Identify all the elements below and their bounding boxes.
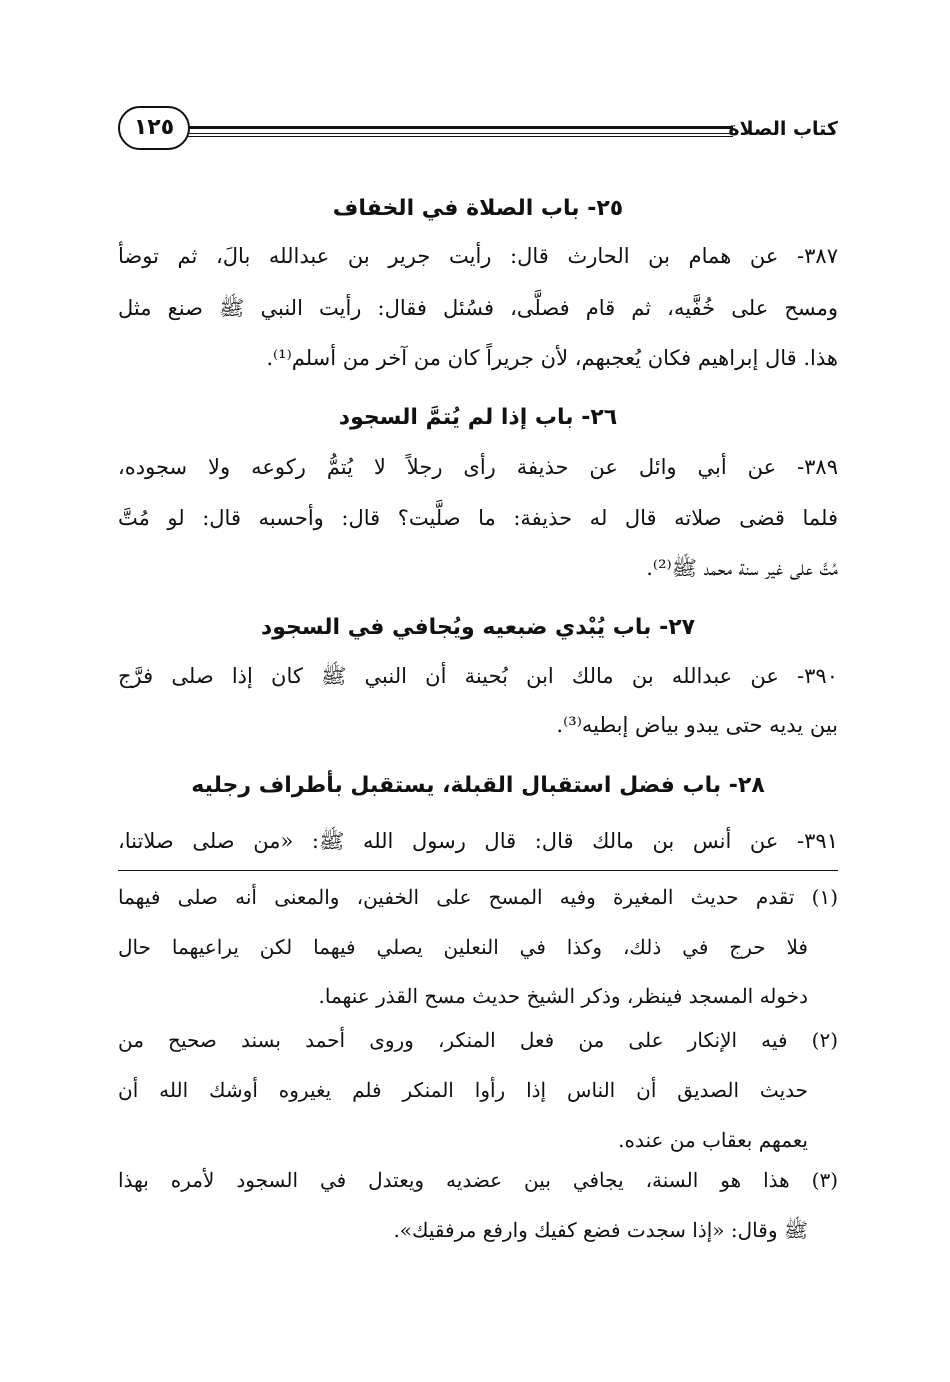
page-header xyxy=(118,106,838,156)
text-line: ٣٨٩- عن أبي وائل عن حذيفة رأى رجلاً لا يُتمُّ ركوعه ولا سجوده، xyxy=(118,455,838,479)
text-line: مُتَّ على غير سنة محمد ﷺ⁽²⁾. xyxy=(646,556,838,580)
chapter-heading: ٢٨- باب فضل استقبال القبلة، يستقبل بأطراف رجليه xyxy=(191,773,765,798)
header-rule xyxy=(188,126,733,134)
book-page xyxy=(118,88,838,1268)
text-line: فلما قضى صلاته قال له حذيفة: ما صلَّيت؟ قال: وأحسبه قال: لو مُتَّ xyxy=(118,506,838,530)
text-line: ٣٩١- عن أنس بن مالك قال: قال رسول الله ﷺ: «من صلى صلاتنا، xyxy=(118,829,838,853)
header-rule-thin xyxy=(188,136,733,137)
chapter-heading: ٢٥- باب الصلاة في الخفاف xyxy=(332,196,624,221)
footnote-separator xyxy=(118,870,838,871)
footnote-line: (١) تقدم حديث المغيرة وفيه المسح على الخفين، والمعنى أنه صلى فيهما xyxy=(118,885,838,909)
page-number: ١٢٥ xyxy=(118,106,190,150)
footnote-line: (٢) فيه الإنكار على من فعل المنكر، وروى أحمد بسند صحيح من xyxy=(118,1028,838,1052)
footnote-line: (٣) هذا هو السنة، يجافي بين عضديه ويعتدل في السجود لأمره بهذا xyxy=(118,1168,838,1192)
text-line: ومسح على خُفَّيه، ثم قام فصلَّى، فسُئل فقال: رأيت النبي ﷺ صنع مثل xyxy=(118,296,838,320)
footnote-line: يعمهم بعقاب من عنده. xyxy=(618,1128,808,1152)
text-line: ٣٩٠- عن عبدالله بن مالك ابن بُحينة أن النبي ﷺ كان إذا صلى فرَّج xyxy=(118,664,838,688)
footnote-line: دخوله المسجد فينظر، وذكر الشيخ حديث مسح القذر عنهما. xyxy=(318,984,808,1008)
chapter-heading: ٢٧- باب يُبْدي ضبعيه ويُجافي في السجود xyxy=(260,615,696,640)
footnote-line: حديث الصديق أن الناس إذا رأوا المنكر فلم يغيروه أوشك الله أن xyxy=(118,1078,808,1102)
text-line: بين يديه حتى يبدو بياض إبطيه⁽³⁾. xyxy=(556,713,838,737)
running-title: كتاب الصلاة xyxy=(728,118,838,140)
footnote-line: فلا حرج في ذلك، وكذا في النعلين يصلي فيهما لكن يراعيهما حال xyxy=(118,935,808,959)
text-line: هذا. قال إبراهيم فكان يُعجبهم، لأن جريراً كان من آخر من أسلم⁽¹⁾. xyxy=(266,346,838,370)
footnote-line: ﷺ وقال: «إذا سجدت فضع كفيك وارفع مرفقيك». xyxy=(393,1218,808,1242)
text-line: ٣٨٧- عن همام بن الحارث قال: رأيت جرير بن عبدالله بالَ، ثم توضأ xyxy=(118,244,838,268)
chapter-heading: ٢٦- باب إذا لم يُتمَّ السجود xyxy=(338,405,618,430)
